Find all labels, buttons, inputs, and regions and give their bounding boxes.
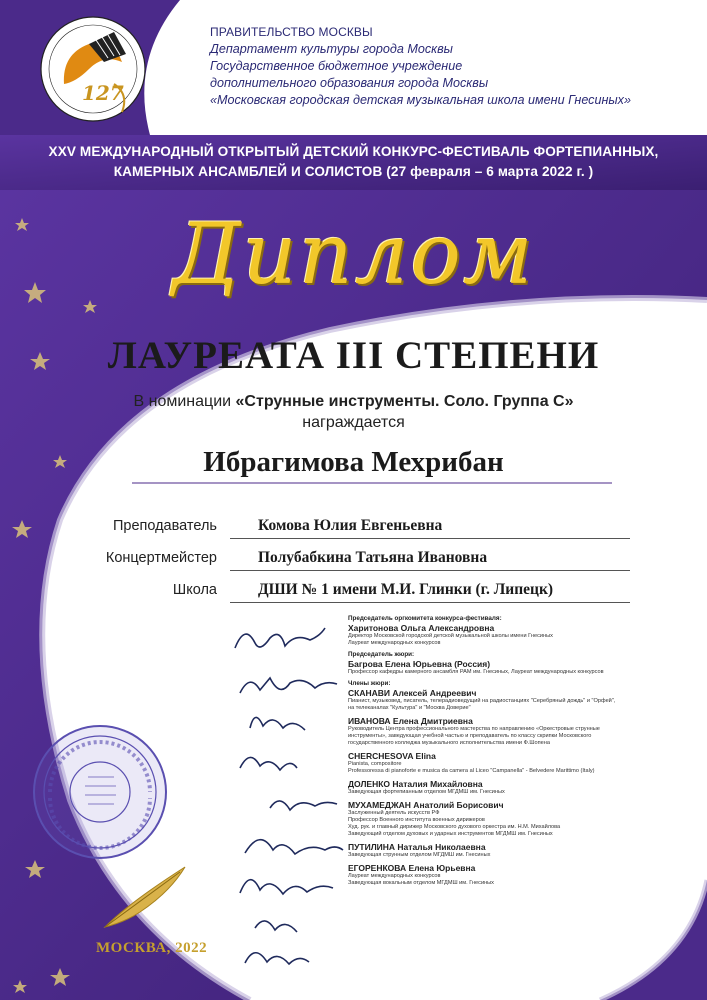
jury-member: ИВАНОВА Елена Дмитриевна Руководитель Центра профессионального мастерства по направлению «Оркестровые струнные инструменты», заведующая учебной частью и преподаватель по классу скрипки Московского государственного колледжа музыкального исполнительства имени Ф.Шопена [348, 716, 600, 746]
school-label: Школа [172, 582, 217, 598]
contest-line-1: XXV МЕЖДУНАРОДНЫЙ ОТКРЫТЫЙ ДЕТСКИЙ КОНКУРС-ФЕСТИВАЛЬ ФОРТЕПИАННЫХ, [48, 144, 659, 159]
nomination-value: «Струнные инструменты. Соло. Группа С» [235, 393, 574, 410]
winner-name: Ибрагимова Мехрибан [203, 446, 504, 478]
piano-keyboard-logo-icon [34, 14, 152, 124]
nomination-prefix: В номинации [133, 393, 236, 410]
teacher-label: Преподаватель [112, 518, 217, 534]
signature-scribbles [225, 618, 355, 978]
header-line: дополнительного образования города Москвы [210, 76, 489, 90]
jury-member: ПУТИЛИНА Наталья Николаевна Заведующая струнным отделом МГДМШ им. Гнесиных [348, 842, 491, 858]
jury-signatures [225, 618, 355, 978]
accompanist-label: Концертмейстер [105, 550, 217, 566]
school-logo [34, 14, 152, 124]
diploma-title: Диплом [172, 205, 535, 303]
laureate-degree: ЛАУРЕАТА III СТЕПЕНИ [107, 334, 600, 377]
contest-line-2: КАМЕРНЫХ АНСАМБЛЕЙ И СОЛИСТОВ (27 февраля – 6 марта 2022 г. ) [113, 164, 594, 179]
underline [230, 570, 630, 571]
jury-list [348, 612, 693, 891]
header-line: Государственное бюджетное учреждение [210, 59, 463, 73]
underline [230, 602, 630, 603]
right-bottom-curve [600, 880, 707, 1000]
header-organization [210, 24, 690, 109]
jury-member: Председатель оргкомитета конкурса-фестиваля: Харитонова Ольга Александровна Директор Московской городской детской музыкальной школы имени Гнесиных Лауреат международных конкурсов [348, 615, 553, 646]
header-line: ПРАВИТЕЛЬСТВО МОСКВЫ [210, 25, 373, 39]
jury-member: ДОЛЕНКО Наталия Михайловна Заведующая фортепианным отделом МГДМШ им. Гнесиных [348, 779, 505, 795]
svg-text:127: 127 [82, 81, 124, 105]
header-line: «Московская городская детская музыкальная школа имени Гнесиных» [210, 93, 631, 107]
gold-feather-icon [100, 862, 190, 932]
jury-member: ЕГОРЕНКОВА Елена Юрьевна Лауреат международных конкурсов Заведующая вокальным отделом МГДМШ им. Гнесиных [348, 863, 494, 886]
jury-member: Председатель жюри: Багрова Елена Юрьевна (Россия) Профессор кафедры камерного ансамбля РАМ им. Гнесиных, Лауреат международных конкурсов [348, 651, 604, 675]
official-stamp [30, 722, 170, 862]
school-value: ДШИ № 1 имени М.И. Глинки (г. Липецк) [258, 581, 554, 598]
teacher-value: Комова Юлия Евгеньевна [258, 517, 443, 534]
contest-title [0, 142, 707, 182]
accompanist-value: Полубабкина Татьяна Ивановна [258, 549, 488, 566]
nomination [0, 393, 707, 411]
underline [230, 538, 630, 539]
city-year: МОСКВА, 2022 [96, 940, 208, 956]
jury-member: Члены жюри: СКАНАВИ Алексей Андреевич Пианист, музыковед, писатель, телерадиоведущий на радиостанциях "Серебряный дождь" и "Орфей", на телеканалах "Культура" и "Москва Доверие" [348, 680, 616, 711]
jury-member: МУХАМЕДЖАН Анатолий Борисович Заслуженный деятель искусств РФ Профессор Военного института военных дирижеров Худ. рук. и главный дирижер Московского духового оркестра им. Н.М. Михайлова Заведующий отделом духовых и ударных инструментов МГДМШ им. Гнесиных [348, 800, 561, 837]
header-line: Департамент культуры города Москвы [210, 42, 453, 56]
stamp-seal-icon [30, 722, 170, 862]
jury-member: CHERCHESOVA Elina Pianista, compositore Professoressa di pianoforte e musica da camera al Liceo "Campanella" - Belvedere Marittimo (Italy) [348, 751, 595, 774]
awarded-text: награждается [302, 414, 405, 431]
